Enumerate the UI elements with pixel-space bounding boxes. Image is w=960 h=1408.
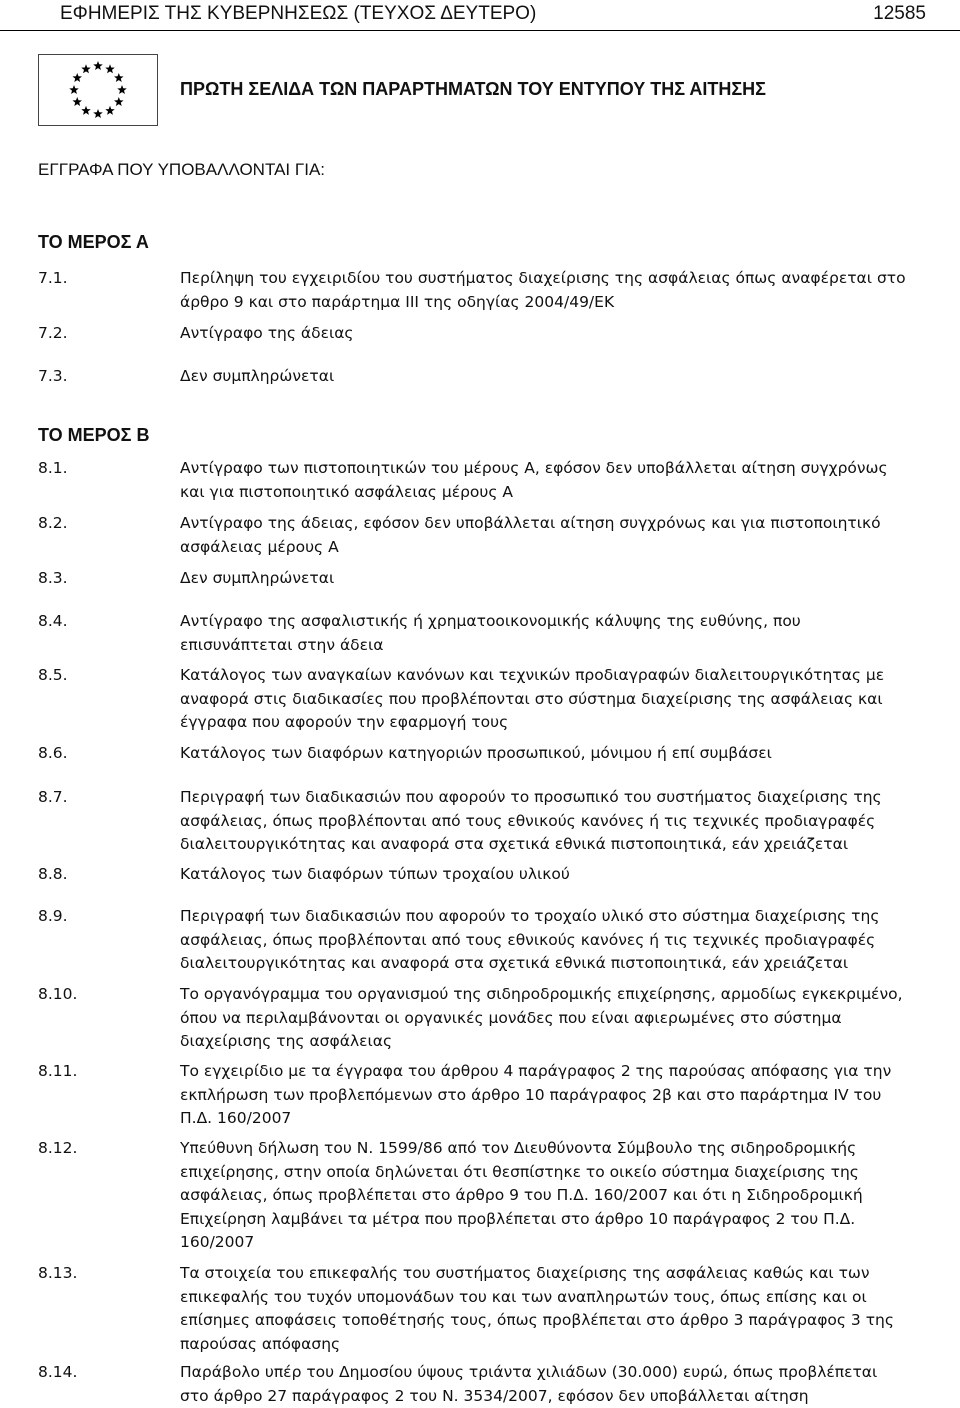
item-number: 8.8. [38,865,68,883]
item-text: Υπεύθυνη δήλωση του Ν. 1599/86 από τον Διευθύνοντα Σύμβουλο της σιδηροδρομικής επιχείρησης, στην οποία δηλώνεται ότι θεσπίστηκε το οικείο σύστημα διαχείρισης της ασφάλειας, όπως προβλέπεται στο άρθρο 9 του Π.Δ. 160/2007 και ότι η Σιδηροδρομική Επιχείρηση λαμβάνει τα μέτρα που προβλέπεται στο άρθρο 10 παράγραφος 2 του Π.Δ. 160/2007 [180,1139,863,1251]
item-text: Περιγραφή των διαδικασιών που αφορούν το προσωπικό του συστήματος διαχείρισης της ασφάλειας, όπως προβλέπονται από τους εθνικούς κανόνες ή τις τεχνικές προδιαγραφές διαλειτουργικότητας και αναφορά στα σχετικά εθνικά πιστοποιητικά, εάν χρειάζεται [180,788,882,853]
item-text: Περίληψη του εγχειριδίου του συστήματος διαχείρισης της ασφάλειας όπως αναφέρεται στο άρθρο 9 και στο παράρτημα ΙΙΙ της οδηγίας 2004/49/ΕΚ [180,269,906,311]
item-text: Κατάλογος των αναγκαίων κανόνων και τεχνικών προδιαγραφών διαλειτουργικότητας με αναφορά στις διαδικασίες που προβλέπονται στο σύστημα διαχείρισης της ασφάλειας και έγγραφα που αφορούν την εφαρμογή τους [180,666,885,731]
gazette-header [0,0,960,31]
eu-stars-circle [39,55,157,125]
item-number: 8.4. [38,612,68,630]
star-icon [72,73,82,82]
star-icon [81,106,91,115]
item-text: Δεν συμπληρώνεται [180,569,335,587]
star-icon [69,85,79,94]
star-icon [117,85,127,94]
star-icon [81,64,91,73]
item-number: 7.1. [38,269,68,287]
page-title: ΠΡΩΤΗ ΣΕΛΙΔΑ ΤΩΝ ΠΑΡΑΡΤΗΜΑΤΩΝ ΤΟΥ ΕΝΤΥΠΟΥ ΤΗΣ ΑΙΤΗΣΗΣ [180,79,766,99]
item-number: 8.13. [38,1264,78,1282]
item-text: Το εγχειρίδιο με τα έγγραφα του άρθρου 4 παράγραφος 2 της παρούσας απόφασης για την εκπλήρωση των προβλεπόμενων στο άρθρο 10 παράγραφος 2β και στο παράρτημα IV του Π.Δ. 160/2007 [180,1062,892,1127]
intro-heading: ΕΓΓΡΑΦΑ ΠΟΥ ΥΠΟΒΑΛΛΟΝΤΑΙ ΓΙΑ: [38,160,326,179]
star-icon [93,61,103,70]
item-number: 8.7. [38,788,68,806]
gazette-title: ΕΦΗΜΕΡΙΣ ΤΗΣ ΚΥΒΕΡΝΗΣΕΩΣ (ΤΕΥΧΟΣ ΔΕΥΤΕΡΟ) [60,3,537,24]
star-icon [93,109,103,118]
item-number: 8.2. [38,514,68,532]
item-text: Αντίγραφο της ασφαλιστικής ή χρηματοοικονομικής κάλυψης της ευθύνης, που επισυνάπτεται στην άδεια [180,612,801,654]
item-text: Παράβολο υπέρ του Δημοσίου ύψους τριάντα χιλιάδων (30.000) ευρώ, όπως προβλέπεται στο άρθρο 27 παράγραφος 2 του Ν. 3534/2007, εφόσον δεν υποβάλλεται αίτηση [180,1363,878,1405]
item-text: Τα στοιχεία του επικεφαλής του συστήματος διαχείρισης της ασφάλειας καθώς και των επικεφαλής του τυχόν υπομονάδων του και των αναπληρωτών τους, όπως επίσης και οι επίσημες αποφάσεις τοποθέτησής τους, όπως προβλέπεται στο άρθρο 3 παράγραφος 3 της παρούσας απόφασης [180,1264,894,1353]
item-number: 8.3. [38,569,68,587]
item-number: 7.3. [38,367,68,385]
star-icon [114,73,124,82]
item-number: 8.9. [38,907,68,925]
item-number: 8.12. [38,1139,78,1157]
star-icon [114,97,124,106]
item-text: Αντίγραφο της άδειας, εφόσον δεν υποβάλλεται αίτηση συγχρόνως και για πιστοποιητικό ασφάλειας μέρους Α [180,514,881,556]
eu-flag-icon [38,54,158,126]
item-text: Κατάλογος των διαφόρων τύπων τροχαίου υλικού [180,865,570,883]
item-number: 7.2. [38,324,68,342]
item-text: Δεν συμπληρώνεται [180,367,335,385]
item-number: 8.6. [38,744,68,762]
item-text: Περιγραφή των διαδικασιών που αφορούν το τροχαίο υλικό στο σύστημα διαχείρισης της ασφάλειας, όπως προβλέπονται από τους εθνικούς κανόνες ή τις τεχνικές προδιαγραφές διαλειτουργικότητας και αναφορά στα σχετικά εθνικά πιστοποιητικά, εάν χρειάζεται [180,907,880,972]
item-number: 8.14. [38,1363,78,1381]
page-number: 12585 [873,3,926,24]
item-number: 8.11. [38,1062,78,1080]
item-number: 8.10. [38,985,78,1003]
star-icon [105,106,115,115]
section-title-part-a: ΤΟ ΜΕΡΟΣ Α [38,232,149,252]
star-icon [72,97,82,106]
star-icon [105,64,115,73]
item-number: 8.1. [38,459,68,477]
item-text: Αντίγραφο της άδειας [180,324,354,342]
item-text: Κατάλογος των διαφόρων κατηγοριών προσωπικού, μόνιμου ή επί συμβάσει [180,744,772,762]
item-text: Αντίγραφο των πιστοποιητικών του μέρους Α, εφόσον δεν υποβάλλεται αίτηση συγχρόνως και για πιστοποιητικό ασφάλειας μέρους Α [180,459,888,501]
item-number: 8.5. [38,666,68,684]
item-text: Το οργανόγραμμα του οργανισμού της σιδηροδρομικής επιχείρησης, αρμοδίως εγκεκριμένο, όπου να περιλαμβάνονται οι οργανικές μονάδες που είναι αφιερωμένες στο σύστημα διαχείρισης της ασφάλειας [180,985,903,1050]
section-title-part-b: ΤΟ ΜΕΡΟΣ Β [38,425,150,445]
